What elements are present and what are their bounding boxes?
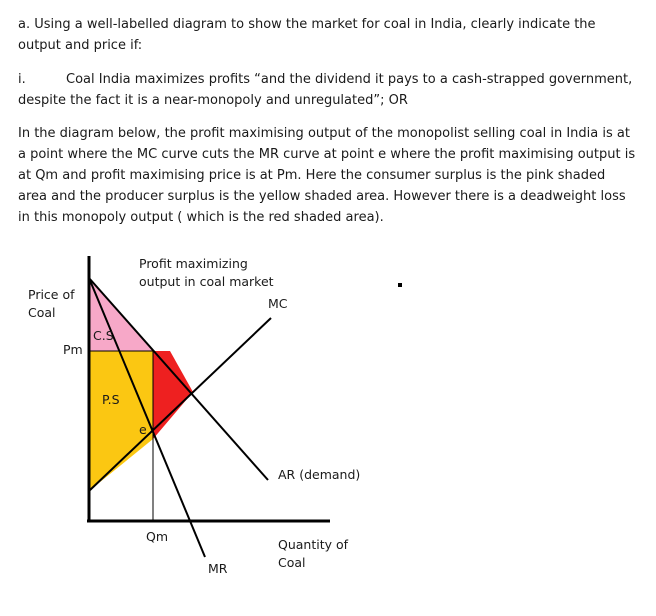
answer-text: In the diagram below, the profit maximising output of the monopolist selling coal in India is at a point where the MC curve cuts the MR curve at point e where the profit maximising output is at Qm and profit maximising price is at Pm. Here the consumer surplus is the pink shaded area and the producer surplus is the yellow shaded area. However there is a deadweight loss in this monopoly output ( which is the red shaded area). — [18, 126, 636, 225]
pm-label: Pm — [63, 342, 83, 357]
mr-label: MR — [208, 561, 228, 576]
y-axis-label-line1: Price of — [28, 287, 75, 302]
qm-label: Qm — [146, 529, 169, 544]
item-number: i. — [18, 72, 26, 87]
ps-label: P.S — [102, 392, 120, 407]
cs-label: C.S — [93, 328, 114, 343]
diagram-title-line2: output in coal market — [139, 274, 274, 289]
mc-label: MC — [268, 296, 288, 311]
ar-demand-label: AR (demand) — [278, 467, 361, 482]
stray-dot — [398, 283, 402, 287]
diagram-title-line1: Profit maximizing — [139, 256, 248, 271]
x-axis-label-line2: Coal — [278, 555, 306, 570]
question-text: a. Using a well-labelled diagram to show the market for coal in India, clearly indicate the output and price if: — [18, 17, 596, 53]
e-label: e — [139, 422, 147, 437]
item-text: Coal India maximizes profits “and the dividend it pays to a cash-strapped government, despite the fact it is a near-monopoly and unregulated”; OR — [18, 72, 633, 108]
x-axis-label-line1: Quantity of — [278, 537, 349, 552]
y-axis-label-line2: Coal — [28, 305, 56, 320]
